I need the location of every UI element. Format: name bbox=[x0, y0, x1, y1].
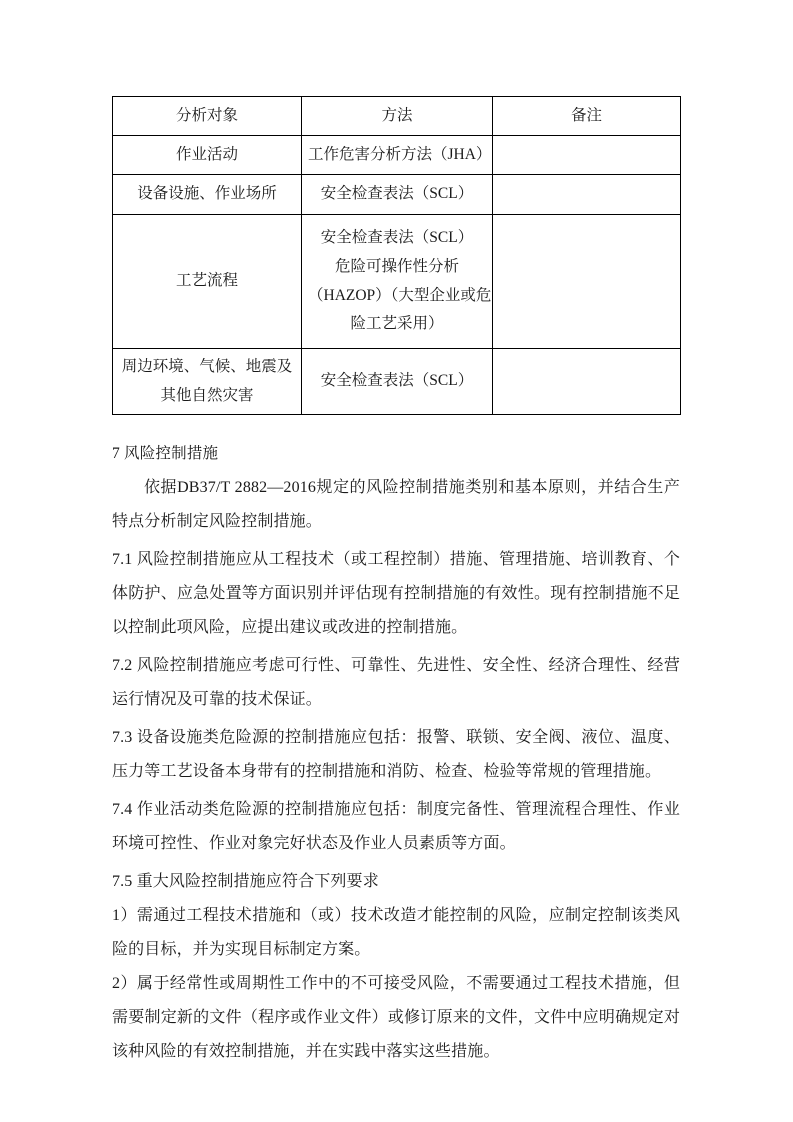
table-cell-method: 安全检查表法（SCL） bbox=[302, 349, 493, 415]
table-header-method: 方法 bbox=[302, 97, 493, 136]
table-cell-method-line: （HAZOP）（大型企业或危 bbox=[308, 286, 492, 304]
clause-7-1: 7.1 风险控制措施应从工程技术（或工程控制）措施、管理措施、培训教育、个体防护、应急处置等方面识别并评估现有控制措施的有效性。现有控制措施不足以控制此项风险，应提出建议或改进的控制措施。 bbox=[112, 551, 680, 637]
table-cell-object-line: 周边环境、气候、地震及 bbox=[121, 358, 293, 375]
table-header-row bbox=[113, 97, 681, 136]
clause-7-4: 7.4 作业活动类危险源的控制措施应包括：制度完备性、管理流程合理性、作业环境可控性、作业对象完好状态及作业人员素质等方面。 bbox=[112, 801, 680, 853]
table-cell-method bbox=[302, 215, 493, 349]
table-row bbox=[113, 136, 681, 175]
table-cell-object: 作业活动 bbox=[113, 136, 302, 175]
table-cell-object: 设备设施、作业场所 bbox=[113, 175, 302, 215]
table-row bbox=[113, 175, 681, 215]
risk-analysis-table bbox=[112, 96, 681, 415]
table-cell-remark bbox=[493, 175, 681, 215]
table-row bbox=[113, 349, 681, 415]
table-cell-object-line: 其他自然灾害 bbox=[160, 386, 254, 404]
table-header-analysis-object: 分析对象 bbox=[113, 97, 302, 136]
clause-7-2: 7.2 风险控制措施应考虑可行性、可靠性、先进性、安全性、经济合理性、经营运行情况及可靠的技术保证。 bbox=[112, 657, 680, 709]
table-cell-method-line: 险工艺采用） bbox=[350, 315, 444, 333]
table-cell-remark bbox=[493, 349, 681, 415]
clause-7-3: 7.3 设备设施类危险源的控制措施应包括：报警、联锁、安全阀、液位、温度、压力等工艺设备本身带有的控制措施和消防、检查、检验等常规的管理措施。 bbox=[112, 729, 680, 781]
table-cell-method: 工作危害分析方法（JHA） bbox=[302, 136, 493, 175]
clause-7-5: 7.5 重大风险控制措施应符合下列要求 bbox=[112, 873, 379, 891]
section-intro-paragraph: 依据DB37/T 2882—2016规定的风险控制措施类别和基本原则，并结合生产特点分析制定风险控制措施。 bbox=[112, 479, 680, 531]
table-cell-object: 工艺流程 bbox=[113, 215, 302, 349]
table-row bbox=[113, 215, 681, 349]
table-header-remark: 备注 bbox=[493, 97, 681, 136]
table-cell-method-line: 安全检查表法（SCL） bbox=[320, 229, 474, 247]
table-cell-method: 安全检查表法（SCL） bbox=[302, 175, 493, 215]
body-content bbox=[112, 437, 680, 1069]
table-cell-remark bbox=[493, 136, 681, 175]
table-cell-remark bbox=[493, 215, 681, 349]
section-heading: 7 风险控制措施 bbox=[112, 445, 219, 463]
list-item-2: 2）属于经常性或周期性工作中的不可接受风险，不需要通过工程技术措施，但需要制定新的文件（程序或作业文件）或修订原来的文件，文件中应明确规定对该种风险的有效控制措施，并在实践中落实这些措施。 bbox=[112, 975, 680, 1061]
list-item-1: 1）需通过工程技术措施和（或）技术改造才能控制的风险，应制定控制该类风险的目标，并为实现目标制定方案。 bbox=[112, 907, 680, 959]
table-cell-object bbox=[113, 349, 302, 415]
table-cell-method-line: 危险可操作性分析 bbox=[334, 257, 459, 275]
